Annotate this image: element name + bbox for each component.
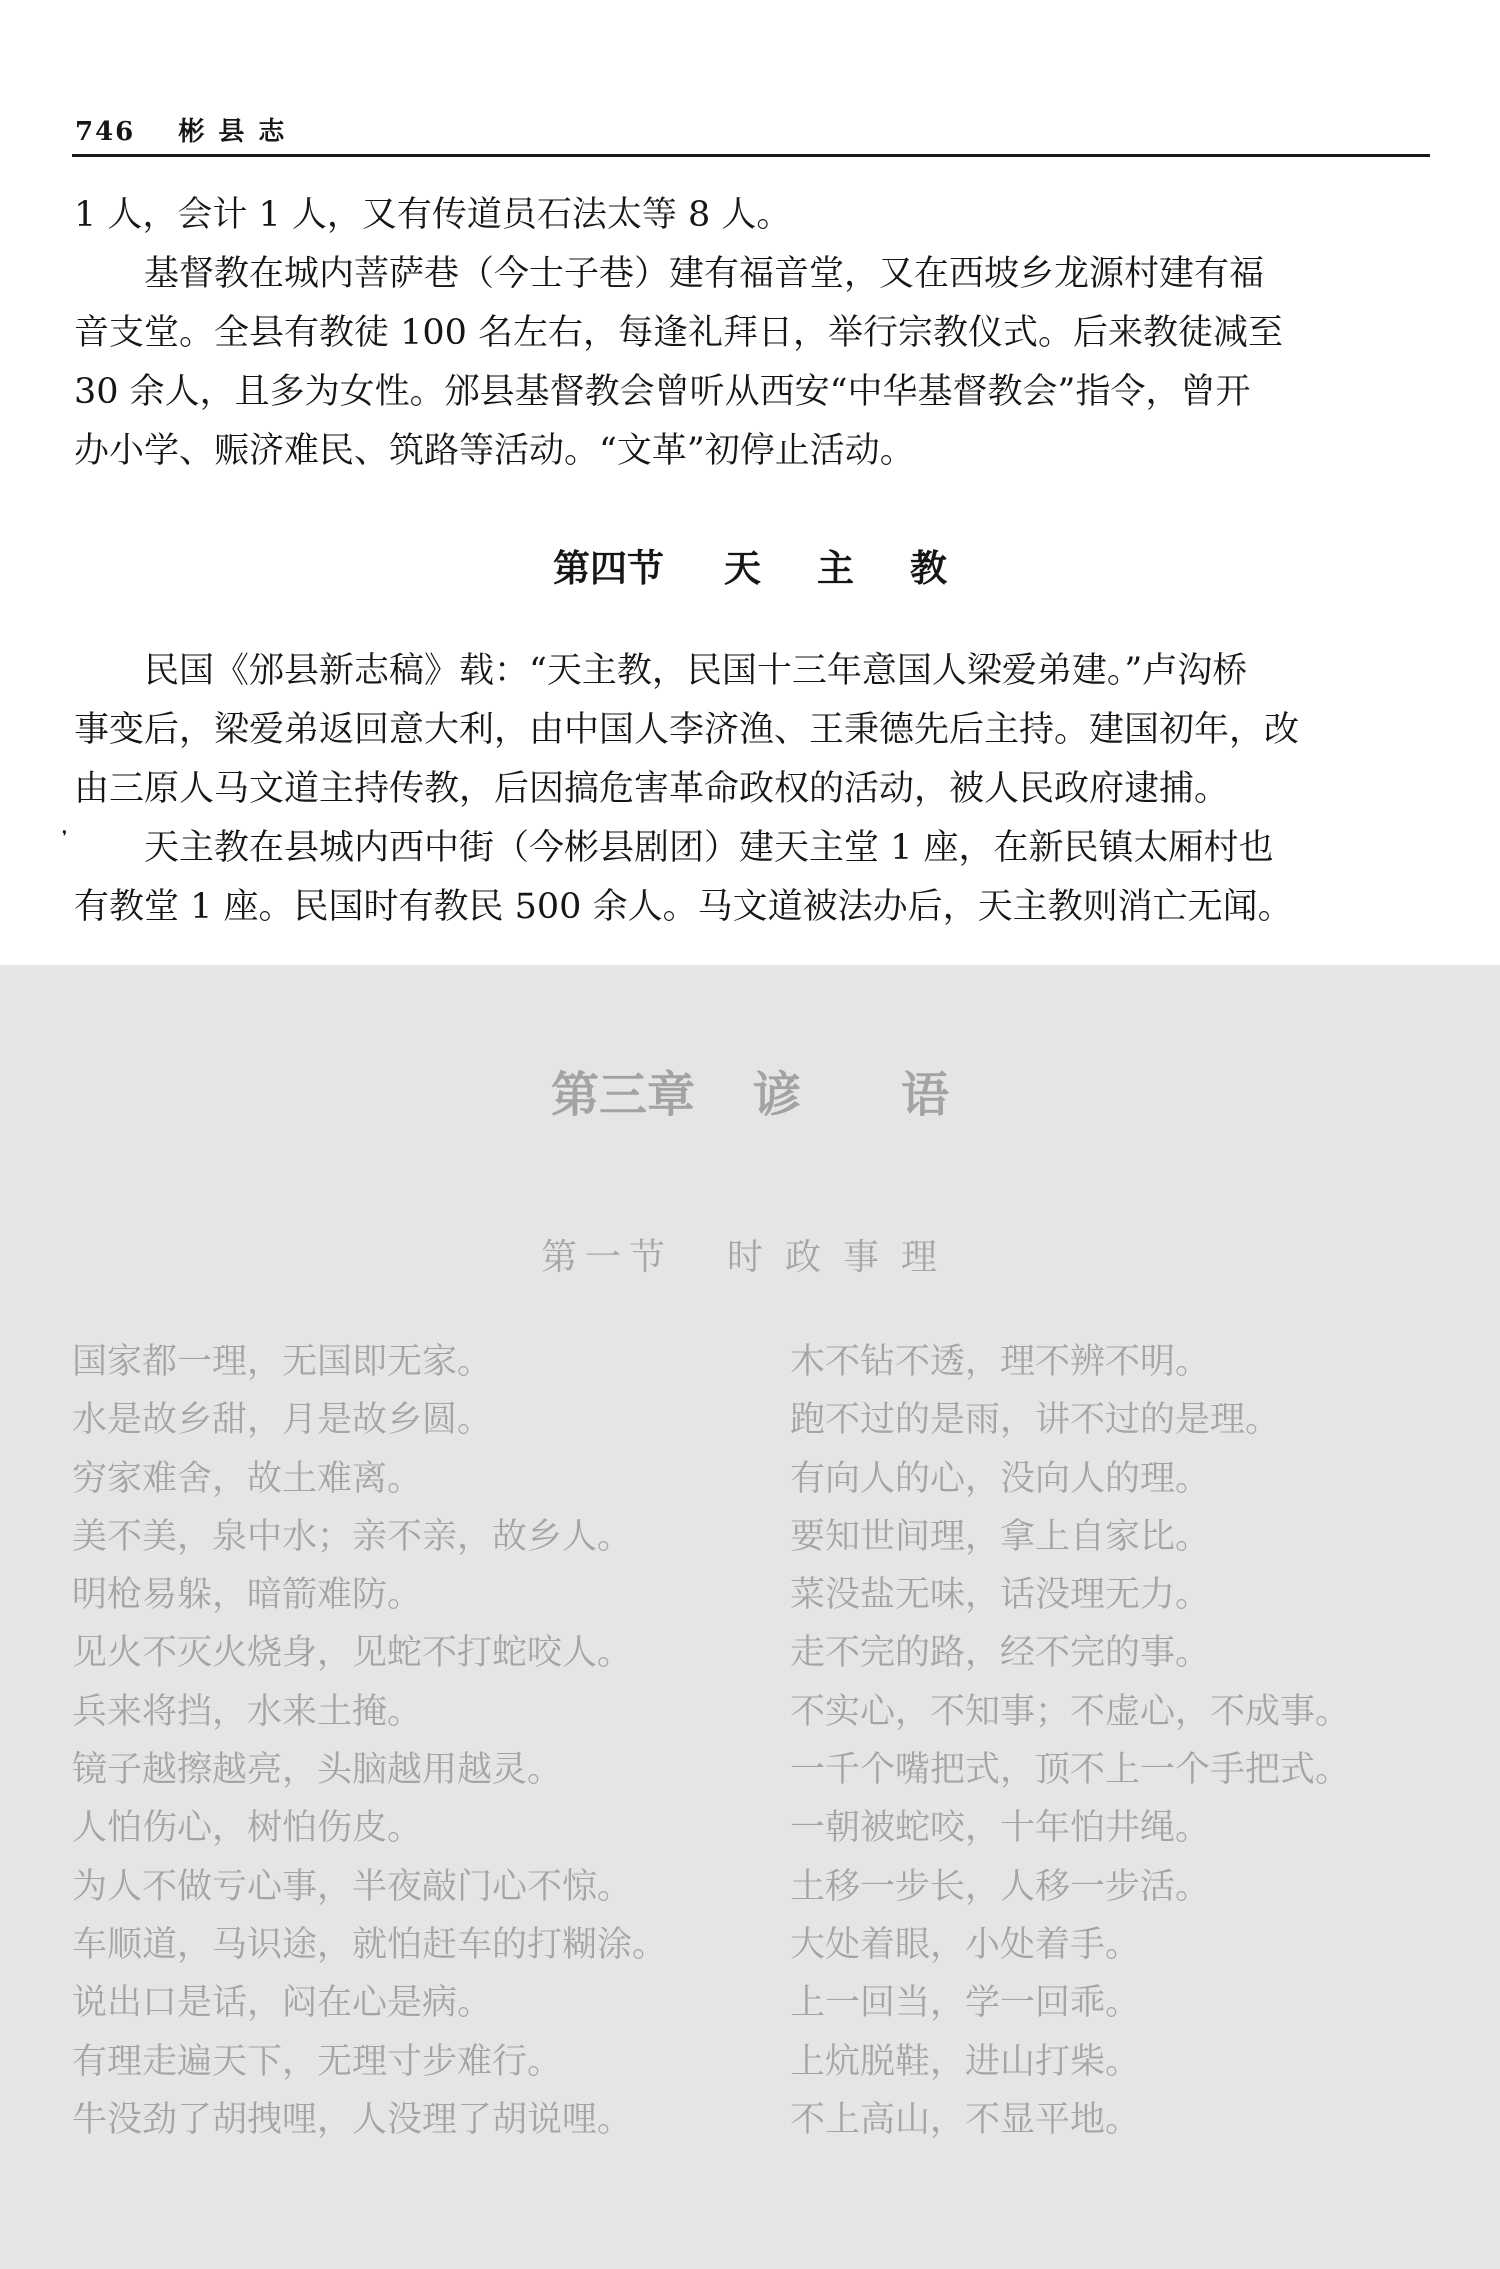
proverb: 为人不做亏心事，半夜敲门心不惊。 [72, 1866, 633, 1907]
proverb: 不实心，不知事；不虚心，不成事。 [790, 1691, 1351, 1732]
proverb: 一朝被蛇咬，十年怕井绳。 [790, 1808, 1211, 1849]
proverb: 有理走遍天下，无理寸步难行。 [72, 2041, 563, 2082]
proverb: 上炕脱鞋，进山打柴。 [790, 2041, 1141, 2082]
subsection-number: 第一节 [540, 1237, 673, 1278]
header-rule [72, 154, 1430, 157]
proverb: 一千个嘴把式，顶不上一个手把式。 [790, 1750, 1351, 1791]
body-line: 办小学、赈济难民、筑路等活动。“文革”初停止活动。 [74, 431, 915, 471]
proverb: 有向人的心，没向人的理。 [790, 1458, 1211, 1499]
section-heading [0, 545, 1500, 591]
proverb: 国家都一理，无国即无家。 [72, 1342, 493, 1382]
proverb: 土移一步长，人移一步活。 [790, 1866, 1211, 1907]
proverb: 车顺道，马识途，就怕赶车的打糊涂。 [72, 1924, 668, 1965]
subsection-title [0, 1235, 1500, 1281]
proverb: 牛没劲了胡拽哩，人没理了胡说哩。 [72, 2099, 633, 2140]
subsection-name: 时政事理 [727, 1237, 960, 1278]
proverb: 明枪易躲，暗箭难防。 [72, 1575, 423, 1616]
section-title-char: 天 [724, 546, 761, 590]
page-number: 746 [75, 117, 136, 147]
proverb: 镜子越擦越亮，头脑越用越灵。 [72, 1750, 563, 1791]
proverb: 走不完的路，经不完的事。 [790, 1633, 1211, 1674]
chapter-number: 第三章 [550, 1067, 695, 1123]
proverb: 人怕伤心，树怕伤皮。 [72, 1808, 423, 1849]
section-title-char: 主 [817, 546, 854, 590]
running-header [75, 112, 1430, 152]
body-line: 由三原人马文道主持传教，后因搞危害革命政权的活动，被人民政府逮捕。 [74, 769, 1230, 809]
body-line: 1 人，会计 1 人，又有传道员石法太等 8 人。 [74, 195, 792, 235]
section-number: 第四节 [553, 546, 664, 590]
proverb-column-right [790, 1340, 1470, 2156]
proverb: 穷家难舍，故土难离。 [72, 1458, 423, 1499]
proverb: 菜没盐无味，话没理无力。 [790, 1575, 1211, 1616]
proverb: 兵来将挡，水来土掩。 [72, 1691, 423, 1732]
body-line: 有教堂 1 座。民国时有教民 500 余人。马文道被法办后，天主教则消亡无闻。 [74, 887, 1293, 927]
proverb: 木不钻不透，理不辨不明。 [790, 1342, 1211, 1382]
body-line: 基督教在城内菩萨巷（今士子巷）建有福音堂，又在西坡乡龙源村建有福 [74, 254, 1265, 294]
proverb: 不上高山，不显平地。 [790, 2099, 1141, 2140]
proverb: 上一回当，学一回乖。 [790, 1983, 1141, 2024]
proverb-column-left [72, 1340, 752, 2156]
proverb: 说出口是话，闷在心是病。 [72, 1983, 493, 2024]
chapter-title-char: 语 [901, 1067, 950, 1123]
chapter-title [0, 1065, 1500, 1125]
proverb: 见火不灭火烧身，见蛇不打蛇咬人。 [72, 1633, 633, 1674]
body-line: 事变后，梁爱弟返回意大利，由中国人李济渔、王秉德先后主持。建国初年，改 [74, 710, 1300, 750]
section-title-char: 教 [910, 546, 947, 590]
body-line: 30 余人，且多为女性。邠县基督教会曾听从西安“中华基督教会”指令，曾开 [74, 372, 1251, 412]
ink-spot: ❜ [62, 827, 68, 846]
book-title: 彬县志 [178, 117, 299, 147]
chapter-title-char: 谚 [752, 1067, 801, 1123]
body-line: 民国《邠县新志稿》载：“天主教，民国十三年意国人梁爱弟建。”卢沟桥 [74, 651, 1248, 691]
body-line: 音支堂。全县有教徒 100 名左右，每逢礼拜日，举行宗教仪式。后来教徒减至 [74, 313, 1284, 353]
proverb: 大处着眼，小处着手。 [790, 1924, 1141, 1965]
proverb: 水是故乡甜，月是故乡圆。 [72, 1400, 493, 1441]
proverb: 美不美，泉中水；亲不亲，故乡人。 [72, 1516, 633, 1557]
body-line: 天主教在县城内西中街（今彬县剧团）建天主堂 1 座，在新民镇太厢村也 [74, 828, 1274, 868]
proverb: 要知世间理，拿上自家比。 [790, 1516, 1211, 1557]
proverb: 跑不过的是雨，讲不过的是理。 [790, 1400, 1281, 1441]
